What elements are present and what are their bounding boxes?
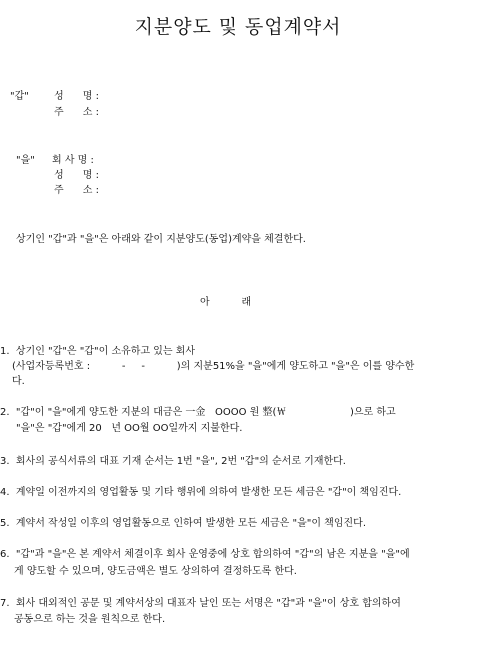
contract-intro: 상기인 "갑"과 "을"은 아래와 같이 지분양도(동업)계약을 체결한다. (16, 234, 306, 245)
clause-4: 4. 계약일 이전까지의 영업활동 및 기타 행위에 의하여 발생한 모든 세금은 "갑"이 책임진다. (0, 487, 402, 498)
clause-5: 5. 계약서 작성일 이후의 영업활동으로 인하여 발생한 모든 세금은 "을"이 책임진다. (0, 518, 367, 529)
clause-7-line-2: 공동으로 하는 것을 원칙으로 한다. (14, 614, 166, 625)
party-b-address-label: 주 소 : (54, 185, 99, 196)
below-heading: 아 래 (200, 297, 252, 308)
party-a-name-label: 성 명 : (54, 91, 99, 102)
clause-2-line-1: 2. "갑"이 "을"에게 양도한 지분의 대금은 一金 OOOO 원 整(￦ )으로 하고 (0, 407, 396, 418)
clause-1-line-3: 다. (12, 376, 25, 387)
clause-2-line-2: "을"은 "갑"에게 20 년 OO월 OO일까지 지불한다. (16, 423, 243, 434)
party-b-name-label: 성 명 : (54, 170, 99, 181)
clause-1-line-2: (사업자등록번호 : - - )의 지분51%을 "을"에게 양도하고 "을"은 이를 양수한 (12, 361, 415, 372)
clause-7-line-1: 7. 회사 대외적인 공문 및 계약서상의 대표자 날인 또는 서명은 "갑"과 "을"이 상호 합의하여 (0, 598, 401, 609)
clause-6-line-1: 6. "갑"과 "을"은 본 계약서 체결이후 회사 운영중에 상호 합의하여 "갑"의 남은 지분을 "을"에 (0, 549, 410, 560)
clause-3: 3. 회사의 공식서류의 대표 기재 순서는 1번 "을", 2번 "갑"의 순서로 기재한다. (0, 456, 346, 467)
party-a-address-label: 주 소 : (54, 107, 99, 118)
party-b-label: "을" (16, 155, 35, 166)
party-a-label: "갑" (10, 91, 29, 102)
party-b-company-label: 회 사 명 : (52, 155, 94, 166)
clause-1-line-1: 1. 상기인 "갑"은 "갑"이 소유하고 있는 회사 (0, 346, 196, 357)
clause-6-line-2: 게 양도할 수 있으며, 양도금액은 별도 상의하여 결정하도록 한다. (14, 566, 297, 577)
document-title: 지분양도 및 동업계약서 (134, 16, 342, 38)
